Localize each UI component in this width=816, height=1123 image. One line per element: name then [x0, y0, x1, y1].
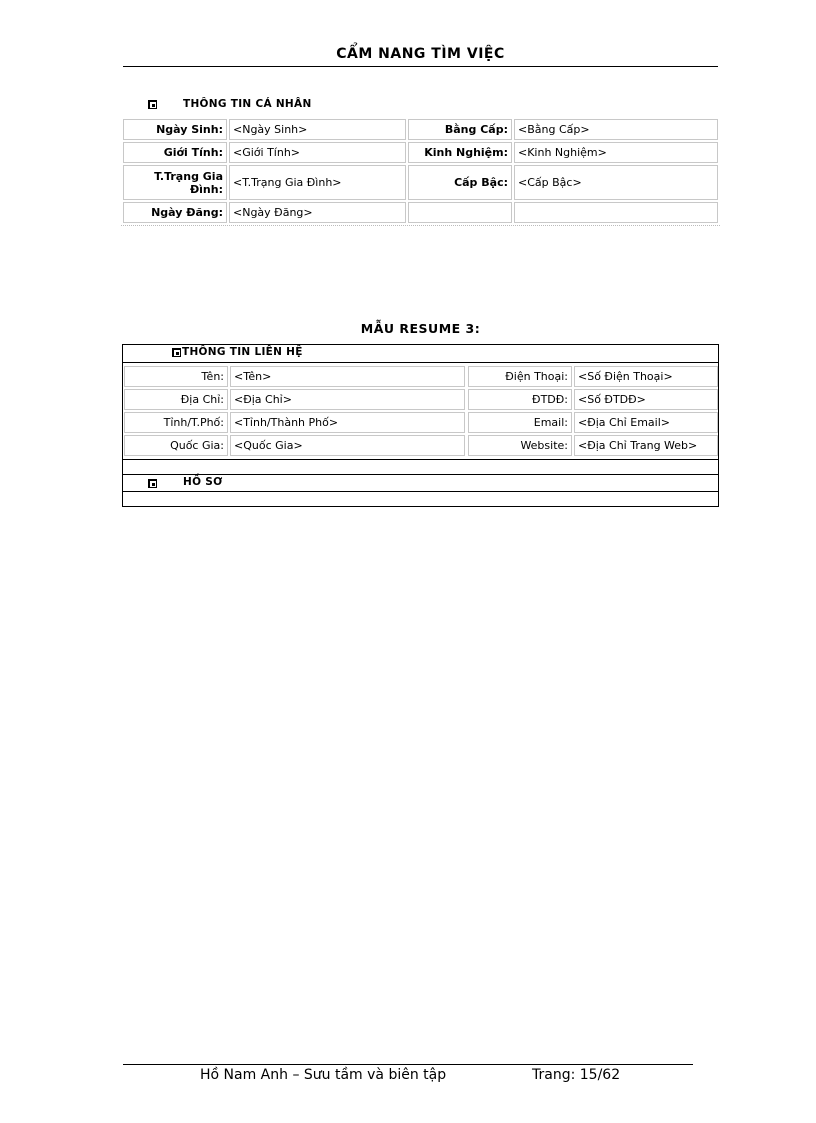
footer-author: Hồ Nam Anh – Sưu tầm và biên tập — [200, 1067, 447, 1083]
footer-divider — [123, 1064, 693, 1065]
value-gender: <Giới Tính> — [229, 142, 406, 163]
label-mobile: ĐTDĐ: — [468, 389, 572, 410]
label-address: Địa Chỉ: — [124, 389, 228, 410]
value-level: <Cấp Bậc> — [514, 165, 718, 200]
label-website: Website: — [468, 435, 572, 456]
profile-top-divider — [122, 474, 719, 475]
page-header-title: CẨM NANG TÌM VIỆC — [336, 46, 505, 62]
table-bottom-edge — [121, 225, 720, 226]
value-degree: <Bằng Cấp> — [514, 119, 718, 140]
value-city: <Tỉnh/Thành Phố> — [230, 412, 465, 433]
empty-value-cell — [514, 202, 718, 223]
label-email: Email: — [468, 412, 572, 433]
value-experience: <Kinh Nghiệm> — [514, 142, 718, 163]
label-birth-date: Ngày Sinh: — [123, 119, 227, 140]
value-mobile: <Số ĐTDĐ> — [574, 389, 718, 410]
label-gender: Giới Tính: — [123, 142, 227, 163]
resume-template-title: MẪU RESUME 3: — [360, 321, 481, 336]
label-level: Cấp Bậc: — [408, 165, 512, 200]
value-email: <Địa Chỉ Email> — [574, 412, 718, 433]
value-marital-status: <T.Trạng Gia Đình> — [229, 165, 406, 200]
contact-info-heading: THÔNG TIN LIÊN HỆ — [182, 346, 303, 358]
profile-marker-icon — [148, 479, 157, 488]
value-address: <Địa Chỉ> — [230, 389, 465, 410]
empty-label-cell — [408, 202, 512, 223]
label-phone: Điện Thoại: — [468, 366, 572, 387]
value-country: <Quốc Gia> — [230, 435, 465, 456]
label-marital-status — [123, 165, 227, 200]
footer-page-number: Trang: 15/62 — [532, 1067, 621, 1083]
value-website: <Địa Chỉ Trang Web> — [574, 435, 718, 456]
profile-bottom-divider — [122, 491, 719, 492]
label-experience: Kinh Nghiệm: — [408, 142, 512, 163]
value-birth-date: <Ngày Sinh> — [229, 119, 406, 140]
value-phone: <Số Điện Thoại> — [574, 366, 718, 387]
contact-heading-divider — [122, 362, 719, 363]
label-marital-status-line1: T.Trạng Gia — [154, 169, 223, 183]
value-posted-date: <Ngày Đăng> — [229, 202, 406, 223]
value-name: <Tên> — [230, 366, 465, 387]
label-name: Tên: — [124, 366, 228, 387]
section-marker-icon — [148, 100, 157, 109]
label-country: Quốc Gia: — [124, 435, 228, 456]
profile-heading: HỒ SƠ — [183, 476, 223, 488]
header-divider — [123, 66, 718, 67]
contact-marker-icon — [172, 348, 181, 357]
label-degree: Bằng Cấp: — [408, 119, 512, 140]
personal-info-heading: THÔNG TIN CÁ NHÂN — [183, 98, 312, 110]
contact-table-divider — [122, 459, 719, 460]
label-marital-status-line2: Đình: — [189, 182, 223, 196]
label-city: Tỉnh/T.Phố: — [124, 412, 228, 433]
label-posted-date: Ngày Đăng: — [123, 202, 227, 223]
